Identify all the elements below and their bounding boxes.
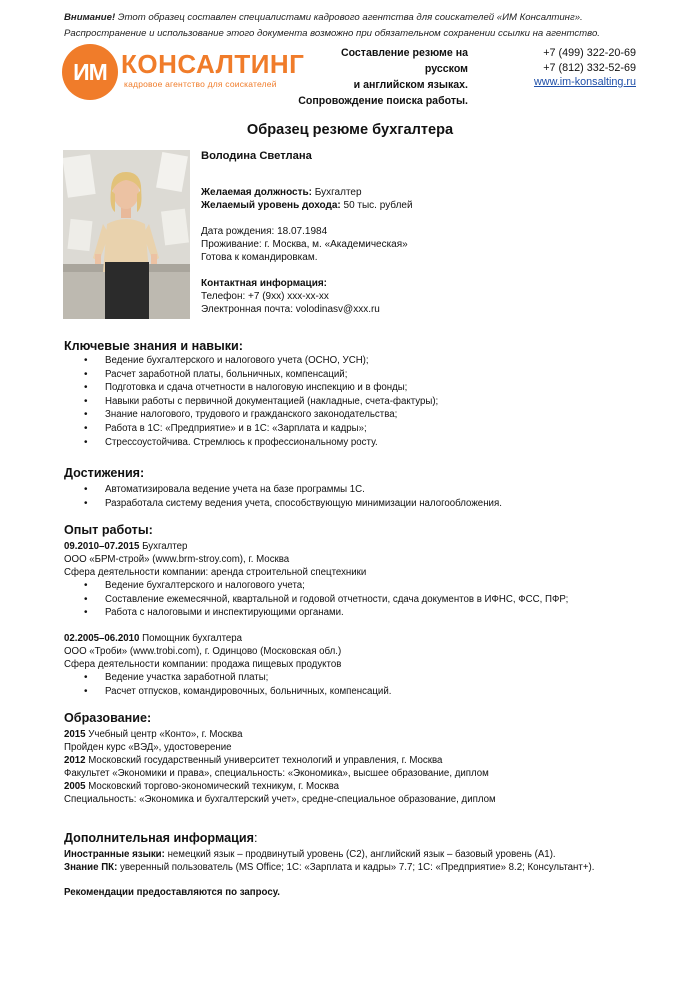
company-logo xyxy=(62,44,305,104)
travel-readiness: Готова к командировкам. xyxy=(201,252,318,263)
recommendations xyxy=(64,886,280,899)
list-item: • Ведение участка заработной платы; xyxy=(84,671,391,685)
logo-mark: ИМ xyxy=(62,44,118,100)
education-row xyxy=(64,793,496,806)
list-item: • Составление ежемесячной, квартальной и годовой отчетности, сдача документов в ИФНС, ФСС, ПФР; xyxy=(84,593,568,607)
skills-list xyxy=(84,354,438,449)
list-item: • Расчет заработной платы, больничных, компенсаций; xyxy=(84,368,438,382)
pc-skills-row xyxy=(64,861,594,874)
list-item: • Подготовка и сдача отчетности в налоговую инспекцию и в фонды; xyxy=(84,381,438,395)
list-item: • Расчет отпусков, командировочных, больничных, компенсаций. xyxy=(84,685,391,699)
desired-income xyxy=(201,199,521,212)
experience-heading: Опыт работы: xyxy=(64,523,153,537)
services-line: Составление резюме на русском xyxy=(340,47,468,75)
education-year: 2005 xyxy=(64,781,86,792)
services-text xyxy=(296,45,468,109)
candidate-email: Электронная почта: volodinasv@xxx.ru xyxy=(201,304,380,315)
services-line: и английском языках. xyxy=(353,79,468,91)
disclaimer-line-2: Распространение и использование этого документа возможно при обязательном сохранении ссылки на агентство. xyxy=(64,27,600,39)
education-row xyxy=(64,767,496,780)
job-company: ООО «БРМ-строй» (www.brm-stroy.com), г. Москва xyxy=(64,554,290,565)
education-text: Московский государственный университет технологий и управления, г. Москва xyxy=(85,755,443,766)
recommendations-text: Рекомендации предоставляются по запросу. xyxy=(64,887,280,898)
desired-income-label: Желаемый уровень дохода: xyxy=(201,200,341,211)
education-row xyxy=(64,728,496,741)
contact-info-label xyxy=(201,277,521,290)
list-item: • Работа с налоговыми и инспектирующими органами. xyxy=(84,606,568,620)
logo-tagline: кадровое агентство для соискателей xyxy=(124,79,277,89)
agency-phone: +7 (499) 322-20-69 xyxy=(543,47,636,59)
education-year: 2015 xyxy=(64,729,86,740)
document-title: Образец резюме бухгалтера xyxy=(246,122,454,138)
agency-phone: +7 (812) 332-52-69 xyxy=(543,61,636,74)
education-text: Специальность: «Экономика и бухгалтерский учет», средне-специальное образование, диплом xyxy=(64,794,496,805)
desired-position xyxy=(201,186,521,199)
agency-contacts xyxy=(520,46,636,90)
additional-heading-colon: : xyxy=(253,831,258,845)
job-sphere: Сфера деятельности компании: аренда строительной спецтехники xyxy=(64,567,367,578)
job-company: ООО «Троби» (www.trobi.com), г. Одинцово (Московская обл.) xyxy=(64,646,342,657)
desired-position-label: Желаемая должность: xyxy=(201,187,312,198)
job-role: Бухгалтер xyxy=(139,541,188,552)
desired-position-value: Бухгалтер xyxy=(312,187,362,198)
desired-income-value: 50 тыс. рублей xyxy=(340,200,413,211)
list-item: • Стрессоустойчива. Стремлюсь к профессиональному росту. xyxy=(84,436,438,450)
education-row xyxy=(64,780,496,793)
achievements-list xyxy=(84,483,502,510)
agency-website-link[interactable]: www.im-konsalting.ru xyxy=(533,76,636,88)
list-item: • Навыки работы с первичной документацией (накладные, счета-фактуры); xyxy=(84,395,438,409)
disclaimer-rest: Этот образец составлен специалистами кадрового агентства для соискателей «ИМ Консалтинг». xyxy=(115,12,583,23)
recommendations-row xyxy=(64,886,280,899)
education-text: Учебный центр «Конто», г. Москва xyxy=(85,729,243,740)
disclaimer xyxy=(64,10,664,41)
list-item: • Разработала систему ведения учета, способствующую минимизации налогообложения. xyxy=(84,497,502,511)
candidate-photo-illustration xyxy=(63,150,190,319)
candidate-phone: Телефон: +7 (9хх) ххх-хх-хх xyxy=(201,291,329,302)
education-list xyxy=(64,728,496,806)
pc-skills-value: уверенный пользователь (MS Office; 1С: «Зарплата и кадры» 7.7; 1С: «Предприятие» 8.2; Консультант+). xyxy=(117,862,595,873)
job-role: Помощник бухгалтера xyxy=(139,633,243,644)
logo-wordmark: КОНСАЛТИНГ xyxy=(121,49,305,79)
achievements-heading: Достижения: xyxy=(64,466,145,480)
job-duties-list xyxy=(84,671,391,698)
education-row xyxy=(64,754,496,767)
job-title-line xyxy=(64,540,366,553)
disclaimer-lead: Внимание! xyxy=(64,12,116,23)
job-period: 09.2010–07.2015 xyxy=(64,541,140,552)
candidate-name: Володина Светлана xyxy=(201,150,312,162)
list-item: • Ведение бухгалтерского и налогового учета; xyxy=(84,579,568,593)
education-text: Московский торгово-экономический техникум, г. Москва xyxy=(85,781,340,792)
education-text: Факультет «Экономики и права», специальность: «Экономика», высшее образование, диплом xyxy=(64,768,489,779)
languages-value: немецкий язык – продвинутый уровень (С2), английский язык – базовый уровень (А1). xyxy=(164,849,556,860)
education-year: 2012 xyxy=(64,755,86,766)
languages-row xyxy=(64,848,594,861)
candidate-photo xyxy=(63,150,190,319)
education-row xyxy=(64,741,496,754)
education-text: Пройден курс «ВЭД», удостоверение xyxy=(64,742,232,753)
additional-info xyxy=(64,848,594,874)
list-item: • Знание налогового, трудового и гражданского законодательства; xyxy=(84,408,438,422)
languages-label: Иностранные языки: xyxy=(64,849,165,860)
list-item: • Ведение бухгалтерского и налогового учета (ОСНО, УСН); xyxy=(84,354,438,368)
list-item: • Работа в 1С: «Предприятие» и в 1С: «Зарплата и кадры»; xyxy=(84,422,438,436)
job-period: 02.2005–06.2010 xyxy=(64,633,140,644)
education-heading: Образование: xyxy=(64,711,152,725)
pc-skills-label: Знание ПК: xyxy=(64,862,118,873)
job-title-line xyxy=(64,632,341,645)
skills-heading: Ключевые знания и навыки: xyxy=(64,339,243,353)
job-duties-list xyxy=(84,579,568,620)
additional-heading-text: Дополнительная информация xyxy=(64,831,254,845)
services-line: Сопровождение поиска работы. xyxy=(298,95,468,107)
contact-info-label-text: Контактная информация: xyxy=(201,278,328,289)
birth-date: Дата рождения: 18.07.1984 xyxy=(201,226,328,237)
job-entry xyxy=(64,540,366,579)
job-entry xyxy=(64,632,341,671)
list-item: • Автоматизировала ведение учета на базе программы 1С. xyxy=(84,483,502,497)
additional-heading xyxy=(64,831,257,845)
job-sphere: Сфера деятельности компании: продажа пищевых продуктов xyxy=(64,659,342,670)
residence: Проживание: г. Москва, м. «Академическая» xyxy=(201,239,408,250)
disclaimer-line-1 xyxy=(64,10,664,26)
personal-info xyxy=(201,150,521,316)
